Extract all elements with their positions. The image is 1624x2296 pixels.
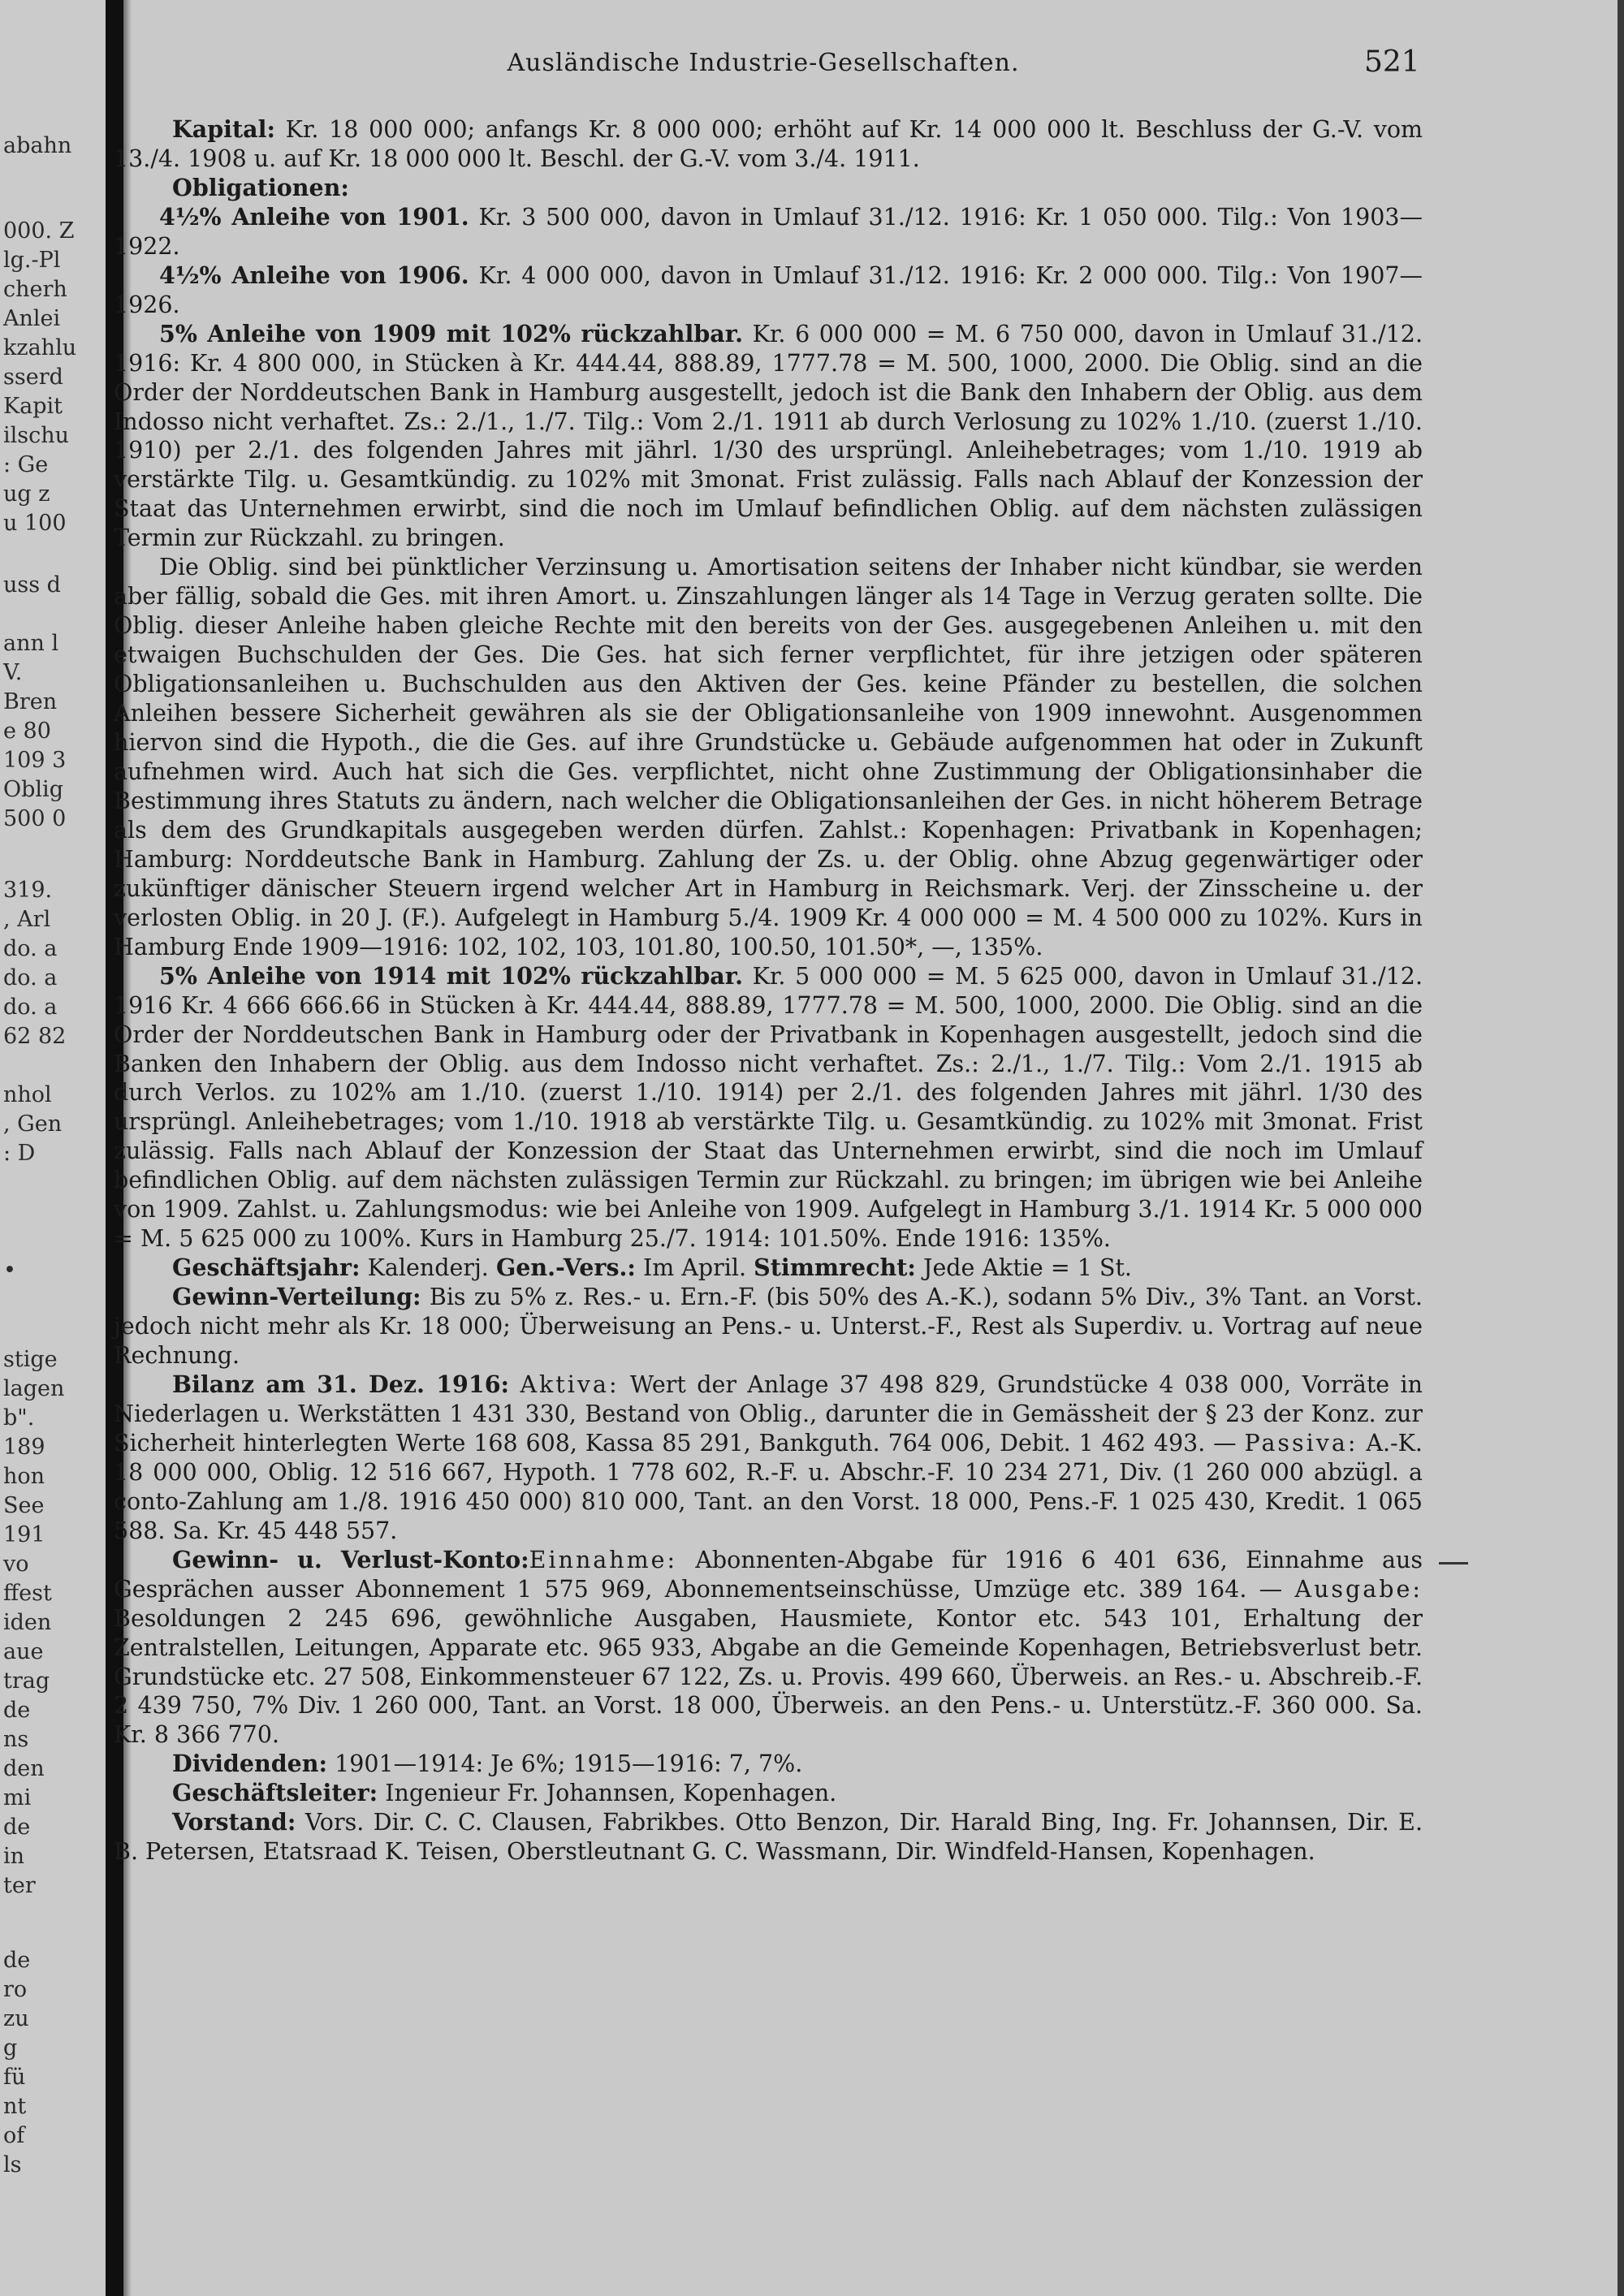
previous-column-line: , Gen	[3, 1111, 63, 1137]
previous-column-line: 62 82	[3, 1024, 67, 1049]
gewinn-verteilung-label: Gewinn-Verteilung:	[172, 1283, 421, 1311]
anleihe-1906-label: 4½% Anleihe von 1906.	[159, 261, 469, 289]
anleihe-1901-text: Kr. 3 500 000, davon in Umlauf 31./12. 1916: Kr. 1 050 000. Tilg.: Von 1903—1922.	[114, 203, 1423, 260]
anleihe-1914-paragraph	[114, 962, 1423, 1254]
gen-vers-text: Im April.	[635, 1254, 754, 1282]
previous-column-line: V.	[3, 660, 23, 685]
previous-column-line: •	[3, 1258, 16, 1283]
dividenden-text: 1901—1914: Je 6%; 1915—1916: 7, 7%.	[327, 1750, 803, 1778]
ausgabe-label: Ausgabe:	[1294, 1575, 1423, 1603]
previous-column-line: 319.	[3, 878, 53, 903]
previous-column-line: de	[3, 1698, 31, 1723]
previous-column-line: Bren	[3, 689, 58, 714]
stimmrecht-text: Jede Aktie = 1 St.	[915, 1254, 1132, 1282]
kapital-label: Kapital:	[172, 115, 275, 143]
bilanz-aktiva-text: Wert der Anlage 37 498 829, Grundstücke 4 038 000, Vorräte in Niederlagen u. Werkstätten 1 431 330, Bestand von Oblig., darunter die in Gemässheit der § 23 der Konz. zur Sicherheit hinterlegten Werte 168 608, Kassa 85 291, Bankguth. 764 006, Debit. 1 462 493. —	[114, 1370, 1423, 1457]
previous-column-line: 189	[3, 1435, 45, 1460]
bilanz-passiva-text: A.-K. 18 000 000, Oblig. 12 516 667, Hypoth. 1 778 602, R.-F. u. Abschr.-F. 10 234 271, Div. (1 260 000 abzügl. a conto-Zahlung am 1./8. 1916 450 000) 810 000, Tant. an den Vorst. 18 000, Pens.-F. 1 025 430, Kredit. 1 065 588. Sa. Kr. 45 448 557.	[114, 1429, 1423, 1544]
page-number: 521	[1364, 45, 1420, 79]
previous-column-line: in	[3, 1844, 25, 1869]
einnahme-text: Abonnenten-Abgabe für 1916 6 401 636, Einnahme aus Gesprächen ausser Abonnement 1 575 969, Abonnementseinschüsse, Umzüge etc. 389 164. —	[114, 1546, 1423, 1603]
einnahme-label: Einnahme:	[529, 1546, 678, 1573]
ausgabe-text: Besoldungen 2 245 696, gewöhnliche Ausgaben, Hausmiete, Kontor etc. 543 101, Erhaltung der Zentralstellen, Leitungen, Apparate etc. 965 933, Abgabe an die Gemeinde Kopenhagen, Betriebsverlust betr. Grundstücke etc. 27 508, Einkommensteuer 67 122, Zs. u. Provis. 499 660, Überweis. an Res.- u. Abschreib.-F. 2 439 750, 7% Div. 1 260 000, Tant. an Vorst. 18 000, Überweis. an den Pens.- u. Unterstütz.-F. 360 000. Sa. Kr. 8 366 770.	[114, 1604, 1423, 1749]
previous-column-line: kzahlu	[3, 335, 77, 360]
dividenden-label: Dividenden:	[172, 1750, 328, 1778]
geschaeftsleiter-label: Geschäftsleiter:	[172, 1779, 378, 1807]
anleihe-1909-label: 5% Anleihe von 1909 mit 102% rückzahlbar.	[159, 319, 744, 347]
previous-column-line: iden	[3, 1610, 52, 1635]
vorstand-text: Vors. Dir. C. C. Clausen, Fabrikbes. Otto Benzon, Dir. Harald Bing, Ing. Fr. Johannsen, Dir. E. B. Petersen, Etatsraad K. Teisen, Oberstleutnant G. C. Wassmann, Dir. Windfeld-Hansen, Kopenhagen.	[114, 1809, 1423, 1866]
previous-column-line: ug z	[3, 481, 50, 507]
geschaeftsjahr-label: Geschäftsjahr:	[172, 1254, 361, 1282]
previous-column-line: zu	[3, 2006, 29, 2031]
geschaeftsleiter-text: Ingenieur Fr. Johannsen, Kopenhagen.	[378, 1780, 837, 1807]
previous-column-line: nt	[3, 2094, 27, 2119]
previous-column-line: , Arl	[3, 907, 51, 932]
obligationen-label: Obligationen:	[172, 173, 349, 201]
previous-column-line: aue	[3, 1639, 44, 1664]
previous-column-line: : D	[3, 1141, 36, 1166]
dividenden-paragraph	[114, 1750, 1423, 1779]
anleihe-1909-paragraph	[114, 320, 1423, 554]
previous-column-line: lg.-Pl	[3, 248, 61, 273]
running-title: Ausländische Industrie-Gesellschaften.	[507, 49, 1020, 77]
previous-column-line: 500 0	[3, 806, 67, 831]
previous-column-line: 191	[3, 1522, 45, 1547]
previous-column-line: den	[3, 1756, 45, 1781]
anleihe-1909-conditions-text: Die Oblig. sind bei pünktlicher Verzinsung u. Amortisation seitens der Inhaber nicht kündbar, sie werden aber fällig, sobald die Ges. mit ihren Amort. u. Zinszahlungen länger als 14 Tage in Verzug geraten sollte. Die Oblig. dieser Anleihe haben gleiche Rechte mit den bereits von der Ges. ausgegebenen Anleihen u. mit den etwaigen Buchschulden der Ges. Die Ges. hat sich ferner verpflichtet, für ihre jetzigen oder späteren Obligationsanleihen u. Buchschulden aus den Aktiven der Ges. keine Pfänder zu bestellen, die solchen Anleihen bessere Sicherheit gewähren als sie der Obligationsanleihe von 1909 innewohnt. Ausgenommen hiervon sind die Hypoth., die die Ges. auf ihre Grundstücke u. Gebäude aufgenommen hat oder in Zukunft aufnehmen wird. Auch hat sich die Ges. verpflichtet, nicht ohne Zustimmung der Obligationsinhaber die Bestimmung ihres Statuts zu ändern, nach welcher die Obligationsanleihen der Ges. in nicht höherem Betrage als dem des Grundkapitals ausgegeben werden dürfen. Zahlst.: Kopenhagen: Privatbank in Kopenhagen; Hamburg: Norddeutsche Bank in Hamburg. Zahlung der Zs. u. der Oblig. ohne Abzug gegenwärtiger oder zukünftiger dänischer Steuern irgend welcher Art in Hamburg in Reichsmark. Verj. der Zinsscheine u. der verlosten Oblig. in 20 J. (F.). Aufgelegt in Hamburg 5./4. 1909 Kr. 4 000 000 = M. 4 500 000 zu 102%. Kurs in Hamburg Ende 1909—1916: 102, 102, 103, 101.80, 100.50, 101.50*, —, 135%.	[114, 554, 1423, 960]
previous-column-line: lagen	[3, 1376, 65, 1401]
previous-column-line: stige	[3, 1347, 58, 1372]
previous-column-line: sserd	[3, 365, 63, 390]
gewinn-verlust-paragraph	[114, 1546, 1423, 1750]
anleihe-1901-paragraph	[114, 203, 1423, 261]
previous-column-line: ffest	[3, 1581, 52, 1606]
previous-column-line: uss d	[3, 572, 61, 598]
previous-column-line: of	[3, 2123, 25, 2148]
previous-column-line: abahn	[3, 133, 72, 158]
previous-column-line: ro	[3, 1977, 28, 2002]
stimmrecht-label: Stimmrecht:	[754, 1254, 916, 1282]
previous-column-line: mi	[3, 1785, 32, 1810]
previous-column-line: 109 3	[3, 748, 67, 773]
previous-column-line: Anlei	[3, 306, 61, 331]
anleihe-1914-label: 5% Anleihe von 1914 mit 102% rückzahlbar.	[159, 961, 744, 990]
passiva-label: Passiva:	[1244, 1429, 1358, 1457]
aktiva-label: Aktiva:	[520, 1370, 620, 1398]
previous-column-line: See	[3, 1493, 45, 1518]
previous-column-line: de	[3, 1815, 31, 1840]
obligationen-heading	[114, 174, 1423, 203]
previous-column-line: ls	[3, 2152, 22, 2177]
previous-column-line: ilschu	[3, 423, 70, 448]
previous-column-line: u 100	[3, 511, 67, 536]
previous-column-line: g	[3, 2035, 18, 2061]
gewinn-verteilung-paragraph	[114, 1283, 1423, 1370]
anleihe-1906-text: Kr. 4 000 000, davon in Umlauf 31./12. 1916: Kr. 2 000 000. Tilg.: Von 1907—1926.	[114, 261, 1423, 318]
previous-column-line: ann l	[3, 631, 59, 656]
previous-column-line: : Ge	[3, 452, 49, 477]
anleihe-1914-text: Kr. 5 000 000 = M. 5 625 000, davon in Umlauf 31./12. 1916 Kr. 4 666 666.66 in Stücken à Kr. 444.44, 888.89, 1777.78 = M. 500, 1000, 2000. Die Oblig. sind an die Order der Norddeutschen Bank in Hamburg oder der Privatbank in Kopenhagen ausgestellt, jedoch sind die Banken den Inhabern der Oblig. aus dem Indosso nicht verhaftet. Zs.: 2./1., 1./7. Tilg.: Vom 2./1. 1915 ab durch Verlos. zu 102% am 1./10. (zuerst 1./10. 1914) per 2./1. des folgenden Jahres mit jährl. 1/30 des ursprüngl. Anleihebetrages; vom 1./10. 1918 ab verstärkte Tilg. u. Gesamtkündig. zu 102% mit 3monat. Frist zulässig. Falls nach Ablauf der Konzession der Staat das Unternehmen erwirbt, sind die noch im Umlauf befindlichen Oblig. auf dem nächsten zulässigen Termin zur Rückzahl. zu bringen; im übrigen wie bei Anleihe von 1909. Zahlst. u. Zahlungsmodus: wie bei Anleihe von 1909. Aufgelegt in Hamburg 3./1. 1914 Kr. 5 000 000 = M. 5 625 000 zu 100%. Kurs in Hamburg 25./7. 1914: 101.50%. Ende 1916: 135%.	[114, 962, 1423, 1253]
previous-column-line: fü	[3, 2065, 26, 2090]
kapital-paragraph	[114, 115, 1423, 174]
previous-column-line: b".	[3, 1405, 35, 1431]
vorstand-paragraph	[114, 1808, 1423, 1867]
bilanz-label: Bilanz am 31. Dez. 1916:	[172, 1370, 510, 1398]
previous-column-line: nhol	[3, 1082, 52, 1107]
previous-page-column-fragment	[0, 0, 106, 2296]
anleihe-1909-conditions-paragraph	[114, 553, 1423, 961]
geschaeftsjahr-paragraph	[114, 1254, 1423, 1283]
previous-column-line: do. a	[3, 995, 58, 1020]
previous-column-line: de	[3, 1948, 31, 1973]
previous-column-line: ter	[3, 1873, 36, 1898]
page-right-edge	[1618, 0, 1624, 2296]
kapital-text: Kr. 18 000 000; anfangs Kr. 8 000 000; erhöht auf Kr. 14 000 000 lt. Beschluss der G.-V. vom 13./4. 1908 u. auf Kr. 18 000 000 lt. Beschl. der G.-V. vom 3./4. 1911.	[114, 116, 1423, 172]
bilanz-paragraph	[114, 1370, 1423, 1546]
previous-column-line: trag	[3, 1668, 50, 1694]
previous-column-line: 000. Z	[3, 218, 75, 244]
gewinn-verlust-label: Gewinn- u. Verlust-Konto:	[172, 1545, 529, 1573]
previous-column-line: Kapit	[3, 394, 63, 419]
geschaeftsleiter-paragraph	[114, 1779, 1423, 1808]
previous-column-line: cherh	[3, 277, 67, 302]
geschaeftsjahr-text: Kalenderj.	[360, 1254, 496, 1282]
previous-column-line: vo	[3, 1552, 29, 1577]
vorstand-label: Vorstand:	[172, 1808, 296, 1836]
gen-vers-label: Gen.-Vers.:	[495, 1254, 636, 1282]
previous-column-line: do. a	[3, 965, 58, 990]
anleihe-1901-label: 4½% Anleihe von 1901.	[159, 202, 469, 231]
anleihe-1906-paragraph	[114, 261, 1423, 320]
margin-dash	[1439, 1562, 1468, 1564]
anleihe-1909-text: Kr. 6 000 000 = M. 6 750 000, davon in Umlauf 31./12. 1916: Kr. 4 800 000, in Stücken à Kr. 444.44, 888.89, 1777.78 = M. 500, 1000, 2000. Die Oblig. sind an die Order der Norddeutschen Bank in Hamburg ausgestellt, jedoch ist die Bank den Inhabern der Oblig. aus dem Indosso nicht verhaftet. Zs.: 2./1., 1./7. Tilg.: Vom 2./1. 1911 ab durch Verlosung zu 102% 1./10. (zuerst 1./10. 1910) per 2./1. des folgenden Jahres mit jährl. 1/30 des ursprüngl. Anleihebetrages; vom 1./10. 1919 ab verstärkte Tilg. u. Gesamtkündig. zu 102% mit 3monat. Frist zulässig. Falls nach Ablauf der Konzession der Staat das Unternehmen erwirbt, sind die noch im Umlauf befindlichen Oblig. auf dem nächsten zulässigen Termin zur Rückzahl. zu bringen.	[114, 320, 1423, 552]
previous-column-line: do. a	[3, 936, 58, 961]
previous-column-line: hon	[3, 1464, 45, 1489]
gewinn-verteilung-text: Bis zu 5% z. Res.- u. Ern.-F. (bis 50% des A.-K.), sodann 5% Div., 3% Tant. an Vorst. jedoch nicht mehr als Kr. 18 000; Überweisung an Pens.- u. Unterst.-F., Rest als Superdiv. u. Vortrag auf neue Rechnung.	[114, 1284, 1423, 1370]
previous-column-line: e 80	[3, 719, 51, 744]
previous-column-line: Oblig	[3, 777, 63, 802]
previous-column-line: ns	[3, 1727, 29, 1752]
page-body	[114, 115, 1423, 1867]
